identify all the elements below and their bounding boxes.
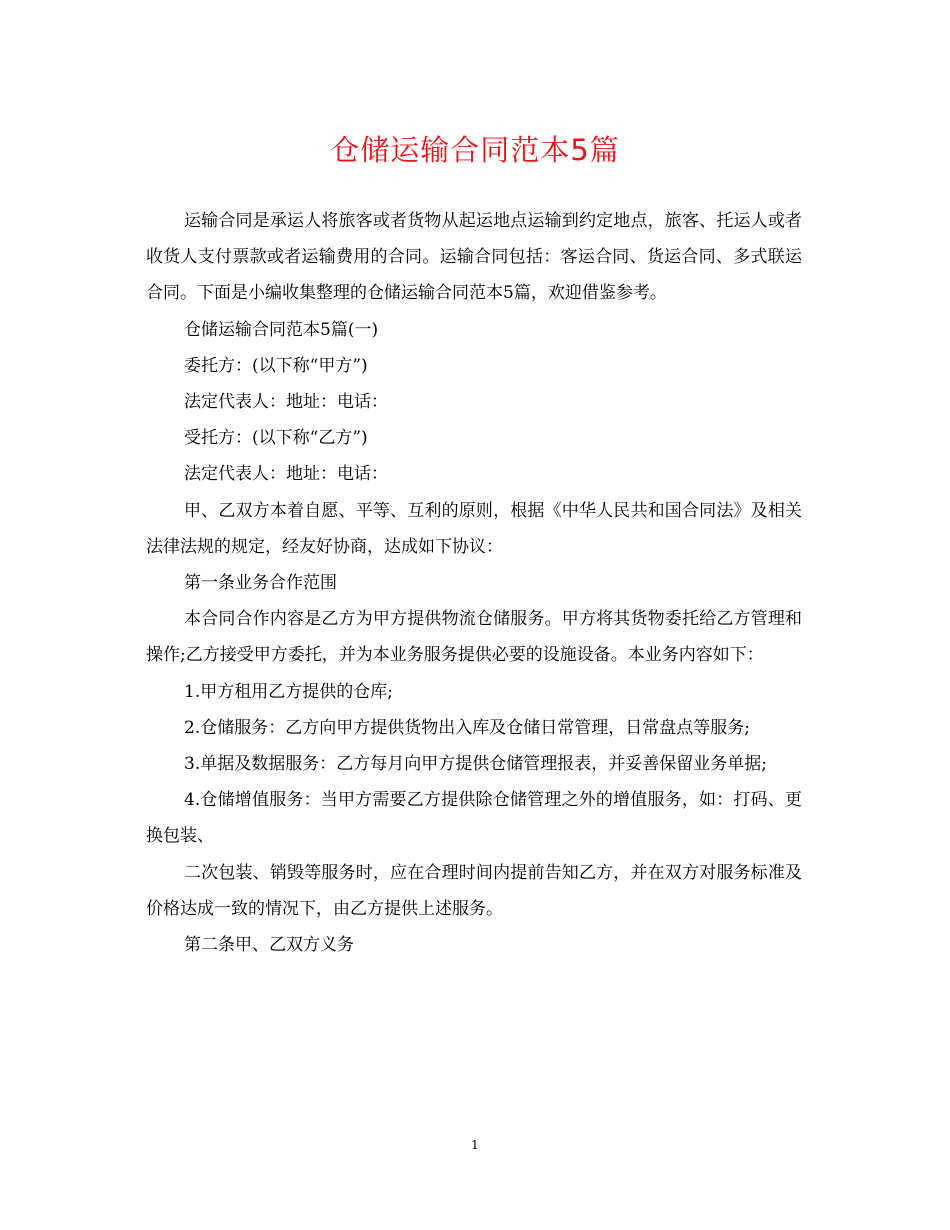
service-item-4: 4.仓储增值服务：当甲方需要乙方提供除仓储管理之外的增值服务，如：打码、更换包装、 bbox=[146, 790, 802, 847]
service-item-4-continued: 二次包装、销毁等服务时，应在合理时间内提前告知乙方，并在双方对服务标准及价格达成一致的情况下，由乙方提供上述服务。 bbox=[146, 862, 802, 919]
contractor-representative-line: 法定代表人：地址：电话： bbox=[184, 464, 388, 485]
client-representative-line: 法定代表人：地址：电话： bbox=[184, 392, 388, 413]
service-item-3: 3.单据及数据服务：乙方每月向甲方提供仓储管理报表，并妥善保留业务单据; bbox=[184, 754, 767, 775]
contractor-party-line: 受托方：(以下称“乙方”) bbox=[184, 428, 368, 449]
contract-heading: 仓储运输合同范本5篇(一) bbox=[184, 319, 379, 340]
article-1-paragraph: 本合同合作内容是乙方为甲方提供物流仓储服务。甲方将其货物委托给乙方管理和操作;乙方接受甲方委托，并为本业务服务提供必要的设施设备。本业务内容如下： bbox=[146, 609, 802, 666]
client-party-line: 委托方：(以下称“甲方”) bbox=[184, 355, 368, 376]
service-item-1: 1.甲方租用乙方提供的仓库; bbox=[184, 681, 393, 702]
article-1-heading: 第一条业务合作范围 bbox=[184, 573, 337, 594]
article-2-heading: 第二条甲、乙双方义务 bbox=[184, 935, 354, 956]
page-number: 1 bbox=[471, 1138, 479, 1152]
service-item-2: 2.仓储服务：乙方向甲方提供货物出入库及仓储日常管理，日常盘点等服务; bbox=[184, 717, 750, 738]
document-title: 仓储运输合同范本5篇 bbox=[330, 133, 620, 167]
document-body bbox=[146, 203, 802, 963]
intro-paragraph: 运输合同是承运人将旅客或者货物从起运地点运输到约定地点，旅客、托运人或者收货人支付票款或者运输费用的合同。运输合同包括：客运合同、货运合同、多式联运合同。下面是小编收集整理的仓储运输合同范本5篇，欢迎借鉴参考。 bbox=[146, 211, 802, 304]
agreement-preamble: 甲、乙双方本着自愿、平等、互利的原则，根据《中华人民共和国合同法》及相关法律法规的规定，经友好协商，达成如下协议： bbox=[146, 500, 802, 557]
